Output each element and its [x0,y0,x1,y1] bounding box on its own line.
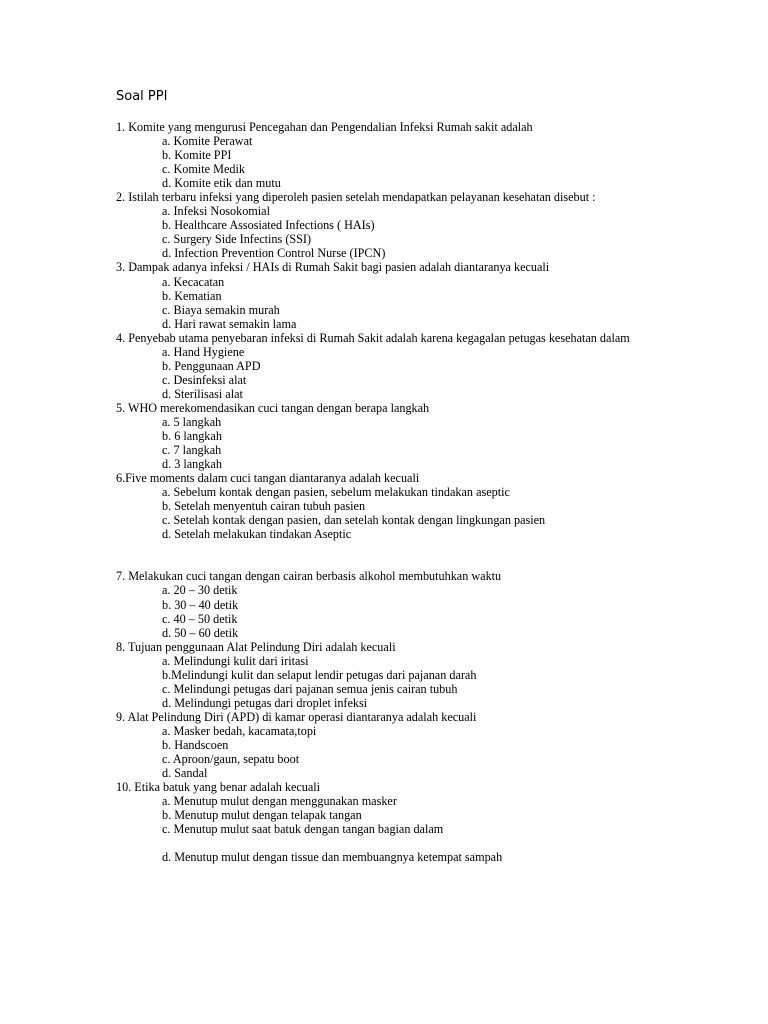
option-b: b.Melindungi kulit dan selaput lendir petugas dari pajanan darah [162,667,477,682]
blank-spacer [116,541,656,569]
question-text: 5. WHO merekomendasikan cuci tangan dengan berapa langkah [116,400,430,415]
question-text: 7. Melakukan cuci tangan dengan cairan berbasis alkohol membutuhkan waktu [116,569,502,584]
question-text: 3. Dampak adanya infeksi / HAIs di Rumah Sakit bagi pasien adalah diantaranya kecuali [116,260,550,275]
option-b: b. Setelah menyentuh cairan tubuh pasien [162,499,366,514]
option-a: a. Hand Hygiene [162,344,245,359]
question-4 [116,331,656,401]
option-c: c. Setelah kontak dengan pasien, dan setelah kontak dengan lingkungan pasien [162,513,546,528]
option-b: b. Menutup mulut dengan telapak tangan [162,808,362,823]
option-a: a. Kecacatan [162,274,225,289]
question-10 [116,780,656,864]
option-c: c. Desinfeksi alat [162,372,247,387]
question-2 [116,190,656,260]
option-b: b. Handscoen [162,737,229,752]
option-c: c. Komite Medik [162,162,245,177]
option-a: a. Menutup mulut dengan menggunakan masker [162,794,397,809]
question-list [116,120,656,864]
option-c: c. Surgery Side Infectins (SSI) [162,232,312,247]
option-d: d. Infection Prevention Control Nurse (IPCN) [162,246,386,261]
option-c: c. Aproon/gaun, sepatu boot [162,752,300,767]
question-6 [116,471,656,541]
option-d: d. Melindungi petugas dari droplet infeksi [162,695,368,710]
option-d: d. 50 – 60 detik [162,625,239,640]
question-8 [116,640,656,710]
option-d: d. Menutup mulut dengan tissue dan membuangnya ketempat sampah [162,850,503,865]
question-text: 8. Tujuan penggunaan Alat Pelindung Diri adalah kecuali [116,639,396,654]
question-5 [116,401,656,471]
question-7 [116,569,656,639]
option-b: b. Penggunaan APD [162,358,261,373]
question-text: 2. Istilah terbaru infeksi yang diperoleh pasien setelah mendapatkan pelayanan kesehatan disebut : [116,190,596,205]
option-a: a. Melindungi kulit dari iritasi [162,653,309,668]
option-c: c. 7 langkah [162,443,222,458]
option-d: d. Sandal [162,766,208,781]
option-d: d. Setelah melakukan tindakan Aseptic [162,527,352,542]
question-text: 1. Komite yang mengurusi Pencegahan dan Pengendalian Infeksi Rumah sakit adalah [116,120,533,134]
option-a: a. 5 langkah [162,414,222,429]
option-b: b. Komite PPI [162,148,232,163]
question-1 [116,120,656,190]
option-c: c. 40 – 50 detik [162,611,238,626]
page-title: Soal PPI [116,89,168,104]
option-c: c. Menutup mulut saat batuk dengan tangan bagian dalam [162,822,444,837]
question-text: 4. Penyebab utama penyebaran infeksi di Rumah Sakit adalah karena kegagalan petugas kesehatan dalam [116,330,630,345]
question-9 [116,710,656,780]
option-c: c. Melindungi petugas dari pajanan semua jenis cairan tubuh [162,681,458,696]
option-c: c. Biaya semakin murah [162,302,280,317]
question-text: 10. Etika batuk yang benar adalah kecuali [116,780,321,795]
option-b: b. Healthcare Assosiated Infections ( HAIs) [162,218,375,233]
blank-spacer [116,836,656,850]
question-text: 6.Five moments dalam cuci tangan diantaranya adalah kecuali [116,471,420,486]
option-d: d. Sterilisasi alat [162,386,243,401]
option-b: b. 6 langkah [162,429,222,444]
option-a: a. Komite Perawat [162,134,253,149]
option-a: a. Infeksi Nosokomial [162,204,270,219]
option-b: b. Kematian [162,288,222,303]
option-d: d. Hari rawat semakin lama [162,316,297,331]
option-a: a. Masker bedah, kacamata,topi [162,723,317,738]
option-a: a. Sebelum kontak dengan pasien, sebelum melakukan tindakan aseptic [162,485,510,500]
question-text: 9. Alat Pelindung Diri (APD) di kamar operasi diantaranya adalah kecuali [116,709,477,724]
option-a: a. 20 – 30 detik [162,583,238,598]
option-d: d. 3 langkah [162,457,222,472]
option-d: d. Komite etik dan mutu [162,176,281,191]
option-b: b. 30 – 40 detik [162,597,239,612]
question-3 [116,260,656,330]
